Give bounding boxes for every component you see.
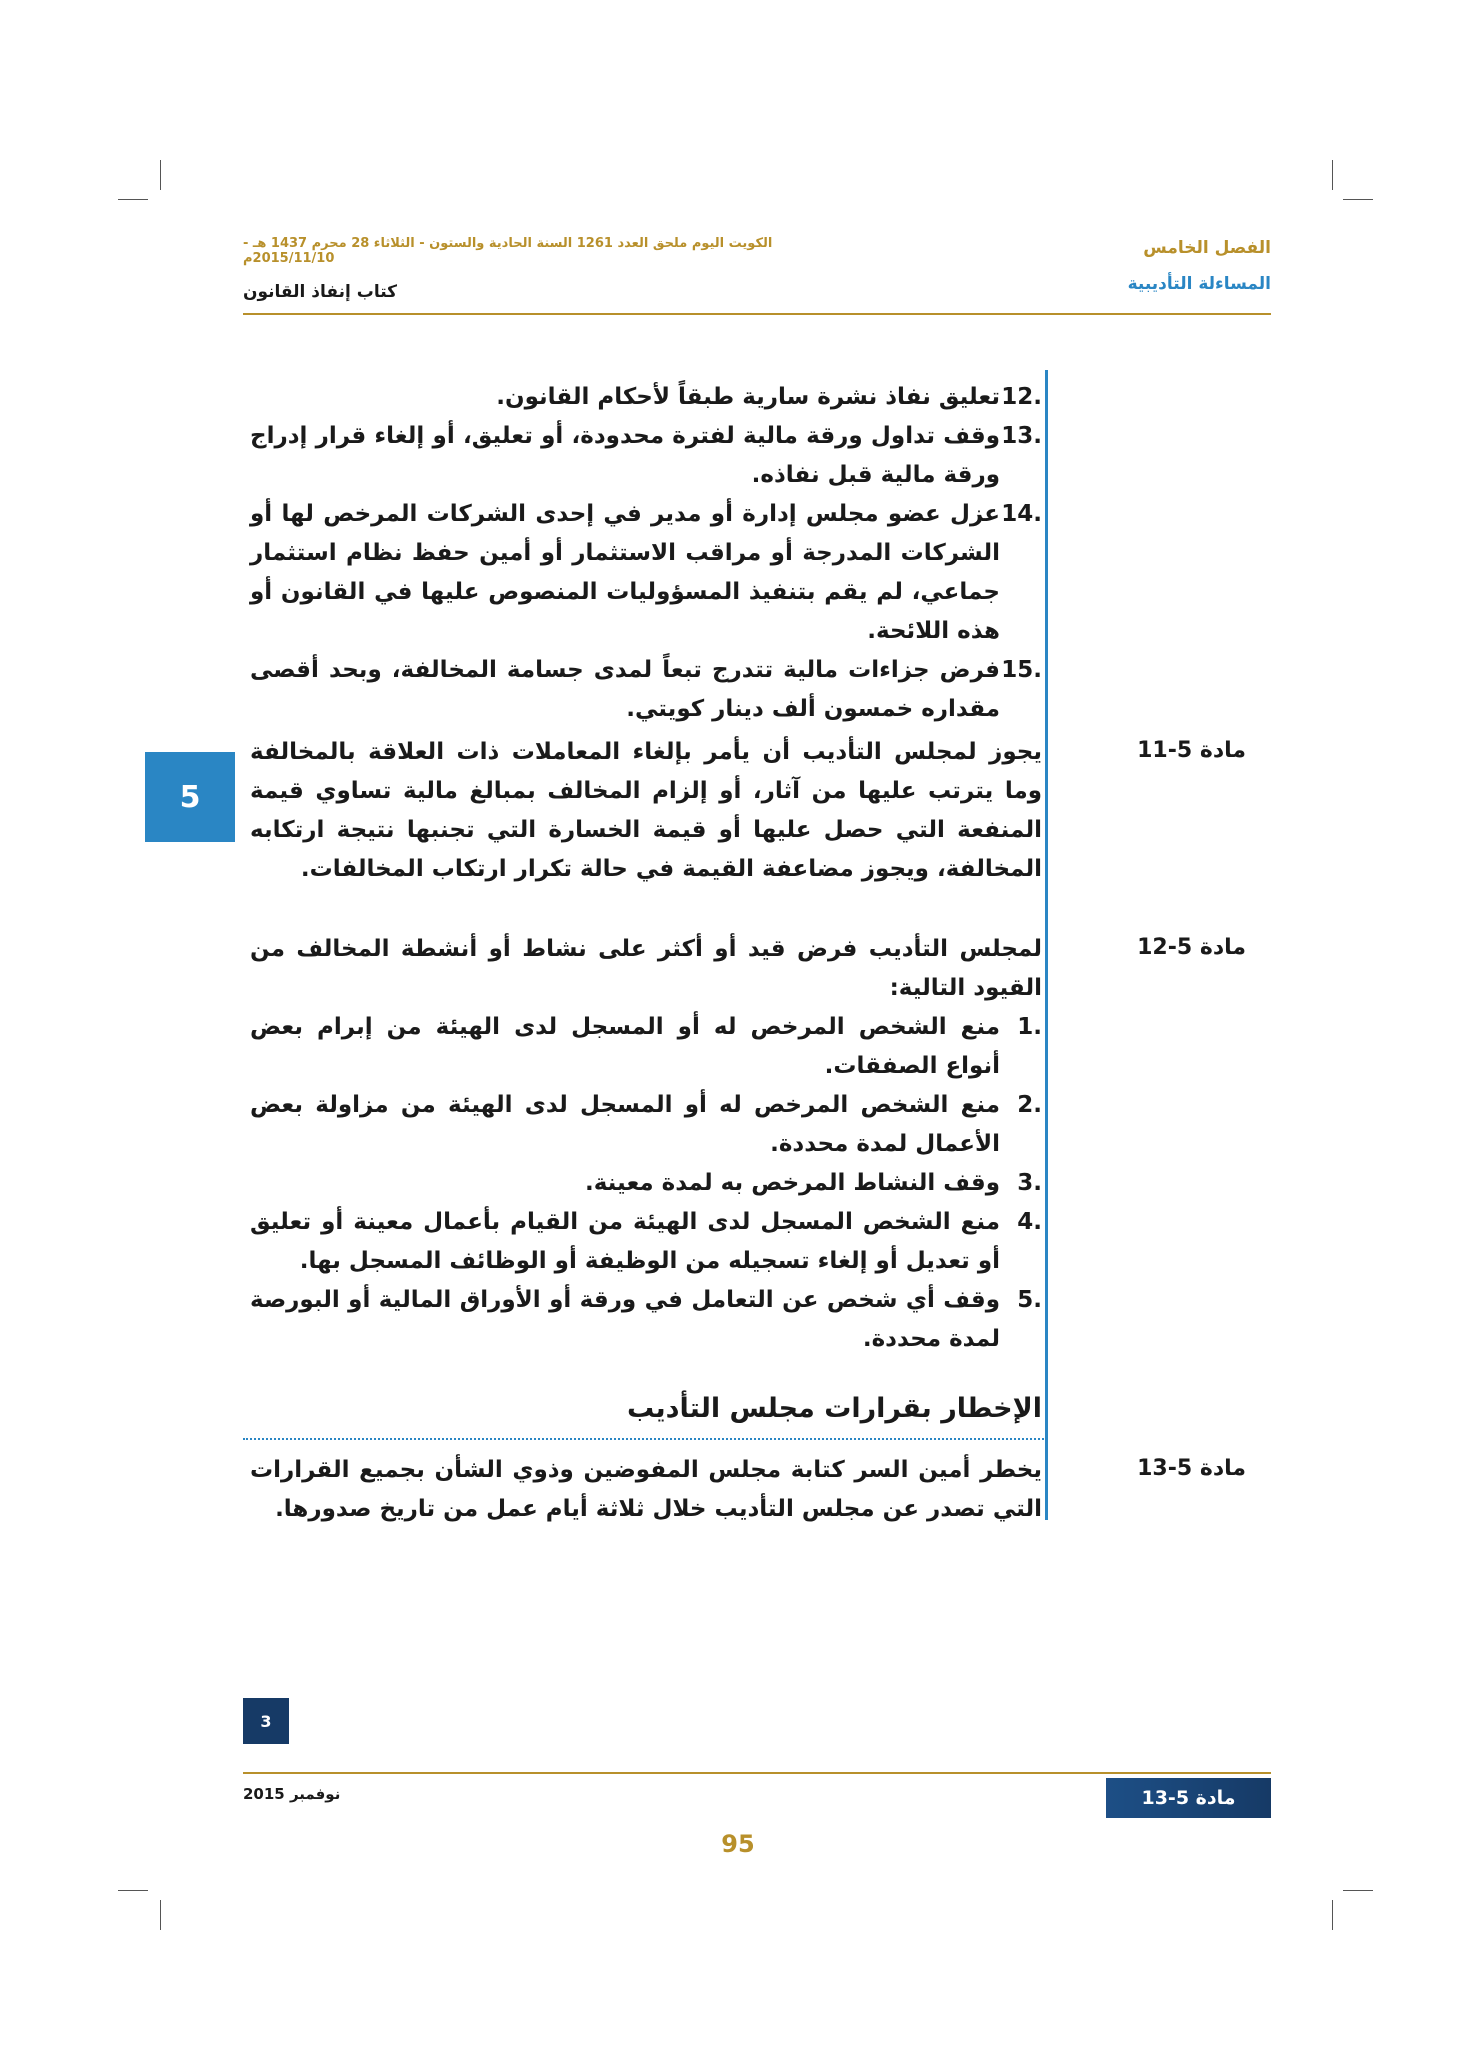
footer-article-label: مادة 5-13: [1106, 1778, 1271, 1818]
page-box: 3: [243, 1698, 289, 1744]
crop-mark: [1343, 1890, 1373, 1891]
chapter-tab: 5: [145, 752, 235, 842]
section-title: الإخطار بقرارات مجلس التأديب: [626, 1393, 1042, 1424]
list-item: .3 وقف النشاط المرخص به لمدة معينة.: [584, 1170, 1042, 1196]
list-item: .4 منع الشخص المسجل لدى الهيئة من القيام بأعمال معينة أو تعليق أو تعديل أو إلغاء تسجيله من الوظيفة أو الوظائف المسجل بها.: [250, 1209, 1042, 1274]
list-item: .12 تعليق نفاذ نشرة سارية طبقاً لأحكام القانون.: [496, 384, 1042, 410]
list-item: .1 منع الشخص المرخص له أو المسجل لدى الهيئة من إبرام بعض أنواع الصفقات.: [250, 1014, 1042, 1079]
article-label: مادة 5-11: [1137, 738, 1246, 763]
publication-line: الكويت اليوم ملحق العدد 1261 السنة الحادية والستون - الثلاثاء 28 محرم 1437 هـ - 2015/11/10م: [243, 236, 773, 266]
section-heading: المساءلة التأديبية: [1127, 274, 1271, 294]
article-text: يجوز لمجلس التأديب أن يأمر بإلغاء المعاملات ذات العلاقة بالمخالفة وما يترتب عليها من آثار، أو إلزام المخالف بمبالغ مالية تساوي قيمة المنفعة التي حصل عليها أو قيمة الخسارة التي تجنبها نتيجة ارتكابه المخالفة، ويجوز مضاعفة القيمة في حالة تكرار ارتكاب المخالفات.: [250, 739, 1042, 882]
content-vertical-rule: [1045, 370, 1048, 1520]
footer-date: نوفمبر 2015: [243, 1785, 341, 1803]
article-label: مادة 5-12: [1137, 935, 1246, 960]
list-item: .5 وقف أي شخص عن التعامل في ورقة أو الأوراق المالية أو البورصة لمدة محددة.: [250, 1287, 1042, 1352]
page-number: 95: [721, 1830, 755, 1858]
enumerated-list-continued: [250, 378, 1042, 729]
footer-rule: [243, 1772, 1271, 1774]
crop-mark: [160, 160, 161, 190]
crop-mark: [118, 199, 148, 200]
crop-mark: [118, 1890, 148, 1891]
chapter-heading: الفصل الخامس: [1143, 238, 1271, 258]
article-text: يخطر أمين السر كتابة مجلس المفوضين وذوي الشأن بجميع القرارات التي تصدر عن مجلس التأديب خلال ثلاثة أيام عمل من تاريخ صدورها.: [250, 1457, 1042, 1522]
book-title: كتاب إنفاذ القانون: [243, 282, 398, 302]
article-text: لمجلس التأديب فرض قيد أو أكثر على نشاط أو أنشطة المخالف من القيود التالية: .1 منع الشخص المرخص له أو المسجل لدى الهيئة من إبرام بعض أنواع الصفقات. .2 منع الشخص المرخص له أو المسجل لدى الهيئة من مزاولة بعض الأعمال لمدة محددة. .3 وقف النشاط المرخص به لمدة معينة. .4 منع الشخص المسجل لدى الهيئة من القيام بأعمال معينة أو تعليق أو تعديل أو إلغاء تسجيله من الوظيفة أو الوظائف المسجل بها. .5 وقف أي شخص عن التعامل في ورقة أو الأوراق المالية أو البورصة لمدة محددة.: [250, 930, 1042, 1359]
list-item: .13 وقف تداول ورقة مالية لفترة محدودة، أو تعليق، أو إلغاء قرار إدراج ورقة مالية قبل نفاذه.: [250, 423, 1042, 488]
list-item: .2 منع الشخص المرخص له أو المسجل لدى الهيئة من مزاولة بعض الأعمال لمدة محددة.: [250, 1092, 1042, 1157]
header-rule: [243, 313, 1271, 315]
article-label: مادة 5-13: [1137, 1456, 1246, 1481]
list-item: .15 فرض جزاءات مالية تتدرج تبعاً لمدى جسامة المخالفة، وبحد أقصى مقداره خمسون ألف دينار كويتي.: [250, 657, 1042, 722]
list-item: .14 عزل عضو مجلس إدارة أو مدير في إحدى الشركات المرخص لها أو الشركات المدرجة أو مراقب الاستثمار أو أمين حفظ نظام استثمار جماعي، لم يقم بتنفيذ المسؤوليات المنصوص عليها في القانون أو هذه اللائحة.: [250, 501, 1042, 644]
crop-mark: [1332, 1900, 1333, 1930]
crop-mark: [1343, 199, 1373, 200]
dotted-divider: [243, 1438, 1048, 1440]
crop-mark: [1332, 160, 1333, 190]
crop-mark: [160, 1900, 161, 1930]
